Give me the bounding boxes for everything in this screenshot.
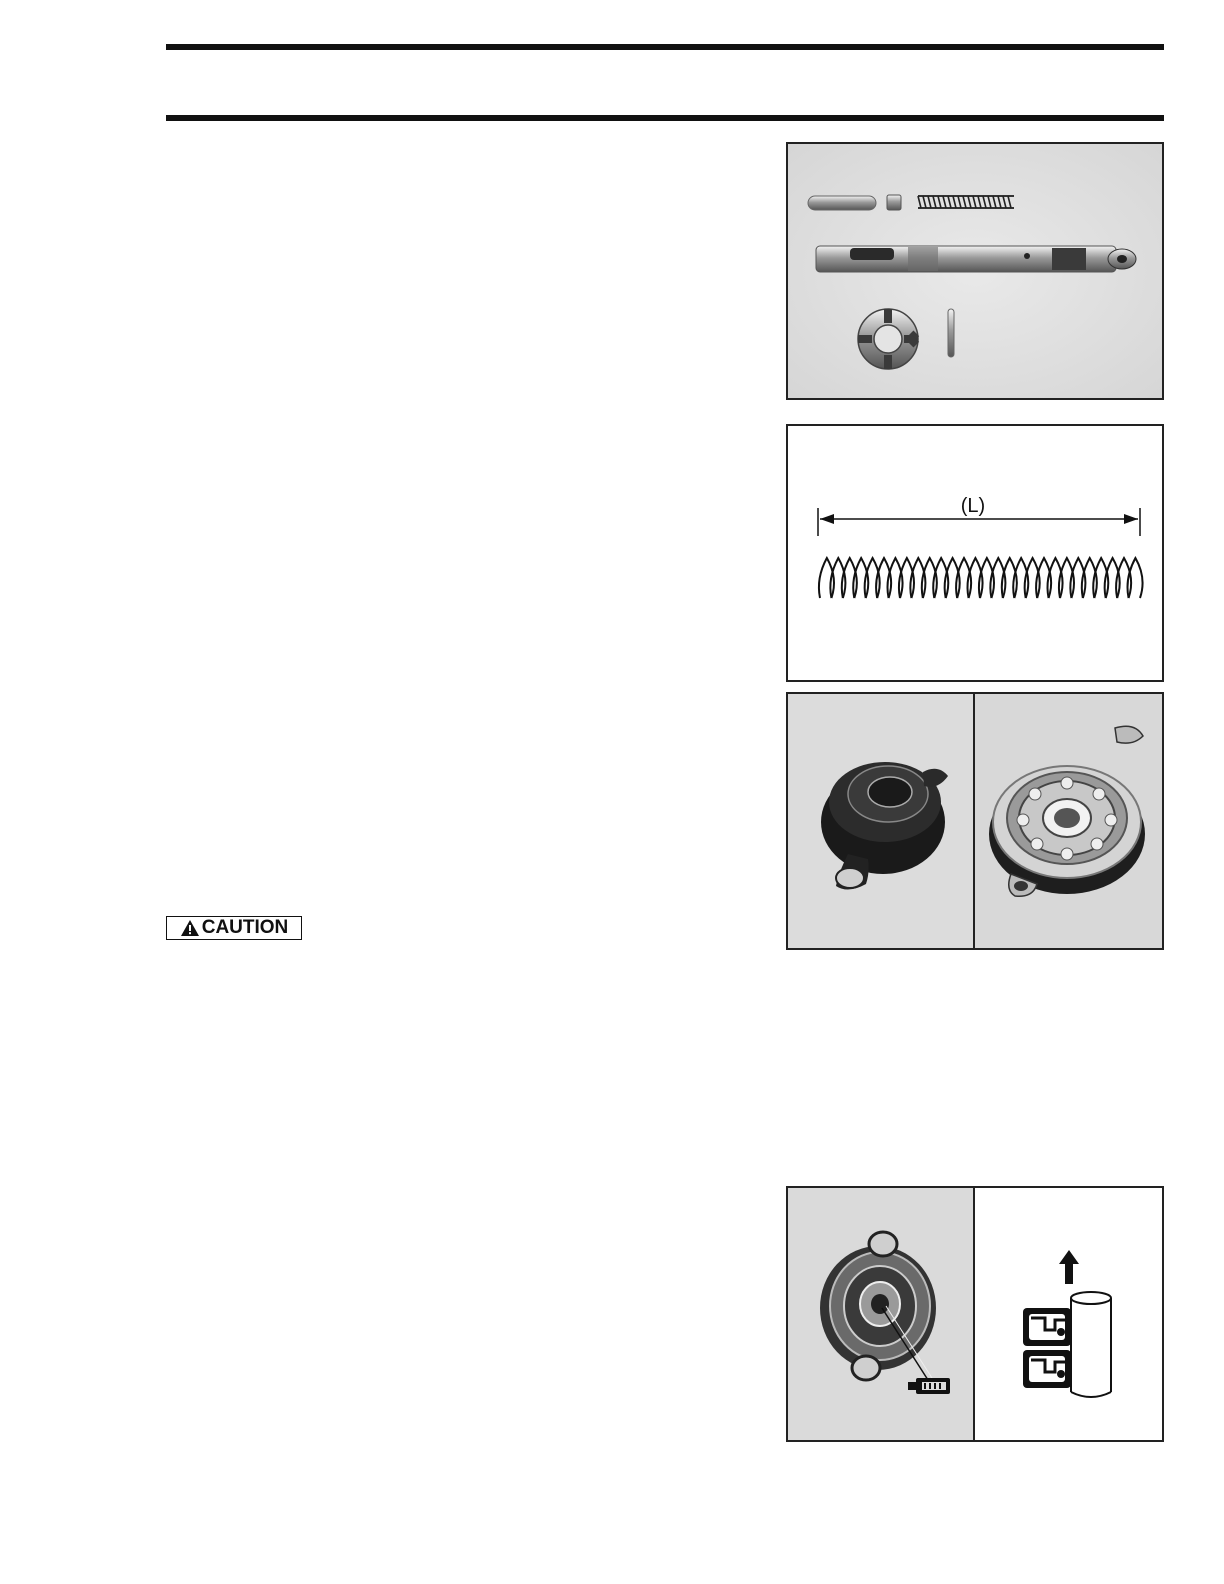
spring-length-label: (L) [960,495,986,517]
header-rule-top [166,44,1164,50]
caution-box [166,916,302,940]
arrow-up-icon [1059,1250,1079,1284]
housing-seal-photo [788,1188,973,1440]
bearing-housing-photos [786,692,1164,950]
warning-triangle-icon [180,919,200,937]
spring-free-length-diagram [786,424,1164,682]
shift-shaft-parts-photo [786,142,1164,400]
seal-orientation-diagram [975,1188,1162,1440]
header-rule-bottom [166,115,1164,121]
caution-label: CAUTION [201,917,289,938]
housing-bearing-photo [975,694,1162,948]
housing-exterior-photo [788,694,973,948]
oil-seal-installation-figure [786,1186,1164,1442]
